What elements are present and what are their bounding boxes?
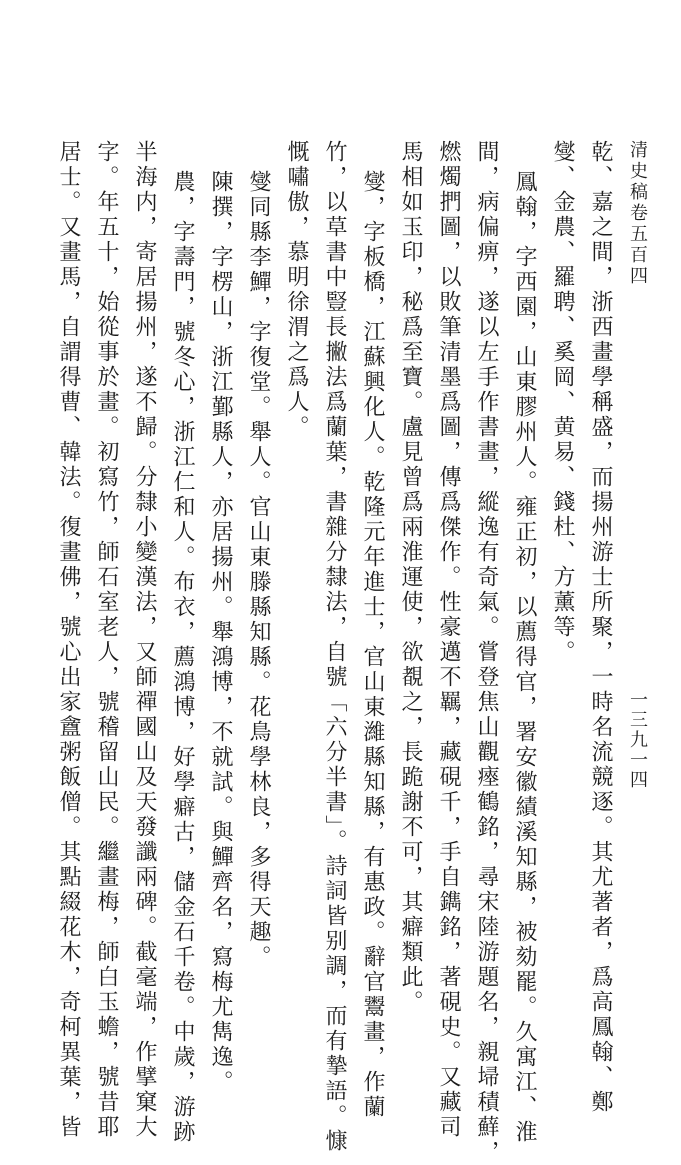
text-column: 慨嘯傲，慕明徐渭之爲人。 [284, 140, 309, 440]
text-column: 字。年五十，始從事於畫。初寫竹，師石室老人，號稽留山民。繼畫梅，師白玉蟾，號昔耶 [94, 140, 119, 1140]
text-column: 間，病偏痹，遂以左手作書畫，縱逸有奇氣。嘗登焦山觀瘞鶴銘，尋宋陸游題名，親埽積蘚， [474, 140, 499, 1165]
text-column: 鳳翰，字西園，山東膠州人。雍正初，以薦得官，署安徽績溪知縣，被劾罷。久寓江、淮 [512, 170, 537, 1145]
text-column: 乾、嘉之間，浙西畫學稱盛，而揚州游士所聚，一時名流競逐。其尤著者，爲高鳳翰、鄭 [588, 140, 613, 1115]
text-column: 居士。又畫馬，自謂得曹、韓法。復畫佛，號心出家盦粥飯僧。其點綴花木，奇柯異葉，皆 [56, 140, 81, 1140]
text-column: 燮同縣李鱓，字復堂。舉人。官山東滕縣知縣。花鳥學林良，多得天趣。 [246, 170, 271, 970]
text-column: 農，字壽門，號冬心，浙江仁和人。布衣，薦鴻博，好學癖古，儲金石千卷。中歲，游跡 [170, 170, 195, 1145]
text-column: 竹，以草書中豎長撇法爲蘭葉，書雜分隸法，自號「六分半書」。詩詞皆别調，而有摯語。慷 [322, 140, 347, 1154]
text-column: 陳撰，字楞山，浙江鄞縣人，亦居揚州。舉鴻博，不就試。與鱓齊名，寫梅尤雋逸。 [208, 170, 233, 1095]
text-column: 燮，字板橋，江蘇興化人。乾隆元年進士，官山東濰縣知縣，有惠政。辭官鬻畫，作蘭 [360, 170, 385, 1120]
text-column: 馬相如玉印，秘爲至寶。盧見曾爲兩淮運使，欲覩之，長跪謝不可，其癖類此。 [398, 140, 423, 1015]
page-number: 一三九一四 [627, 690, 648, 790]
running-head: 清史稿卷五百四 [627, 140, 648, 287]
text-column: 燃燭捫圖，以敗筆清墨爲圖，傳爲傑作。性豪邁不羈，藏硯千，手自鐫銘，著硯史。又藏司 [436, 140, 461, 1140]
text-column: 半海内，寄居揚州，遂不歸。分隸小變漢法，又師禪國山及天發讖兩碑。截毫端，作擘窠大 [132, 140, 157, 1140]
text-column: 燮、金農、羅聘、奚岡、黄易、錢杜、方薰等。 [550, 140, 575, 665]
